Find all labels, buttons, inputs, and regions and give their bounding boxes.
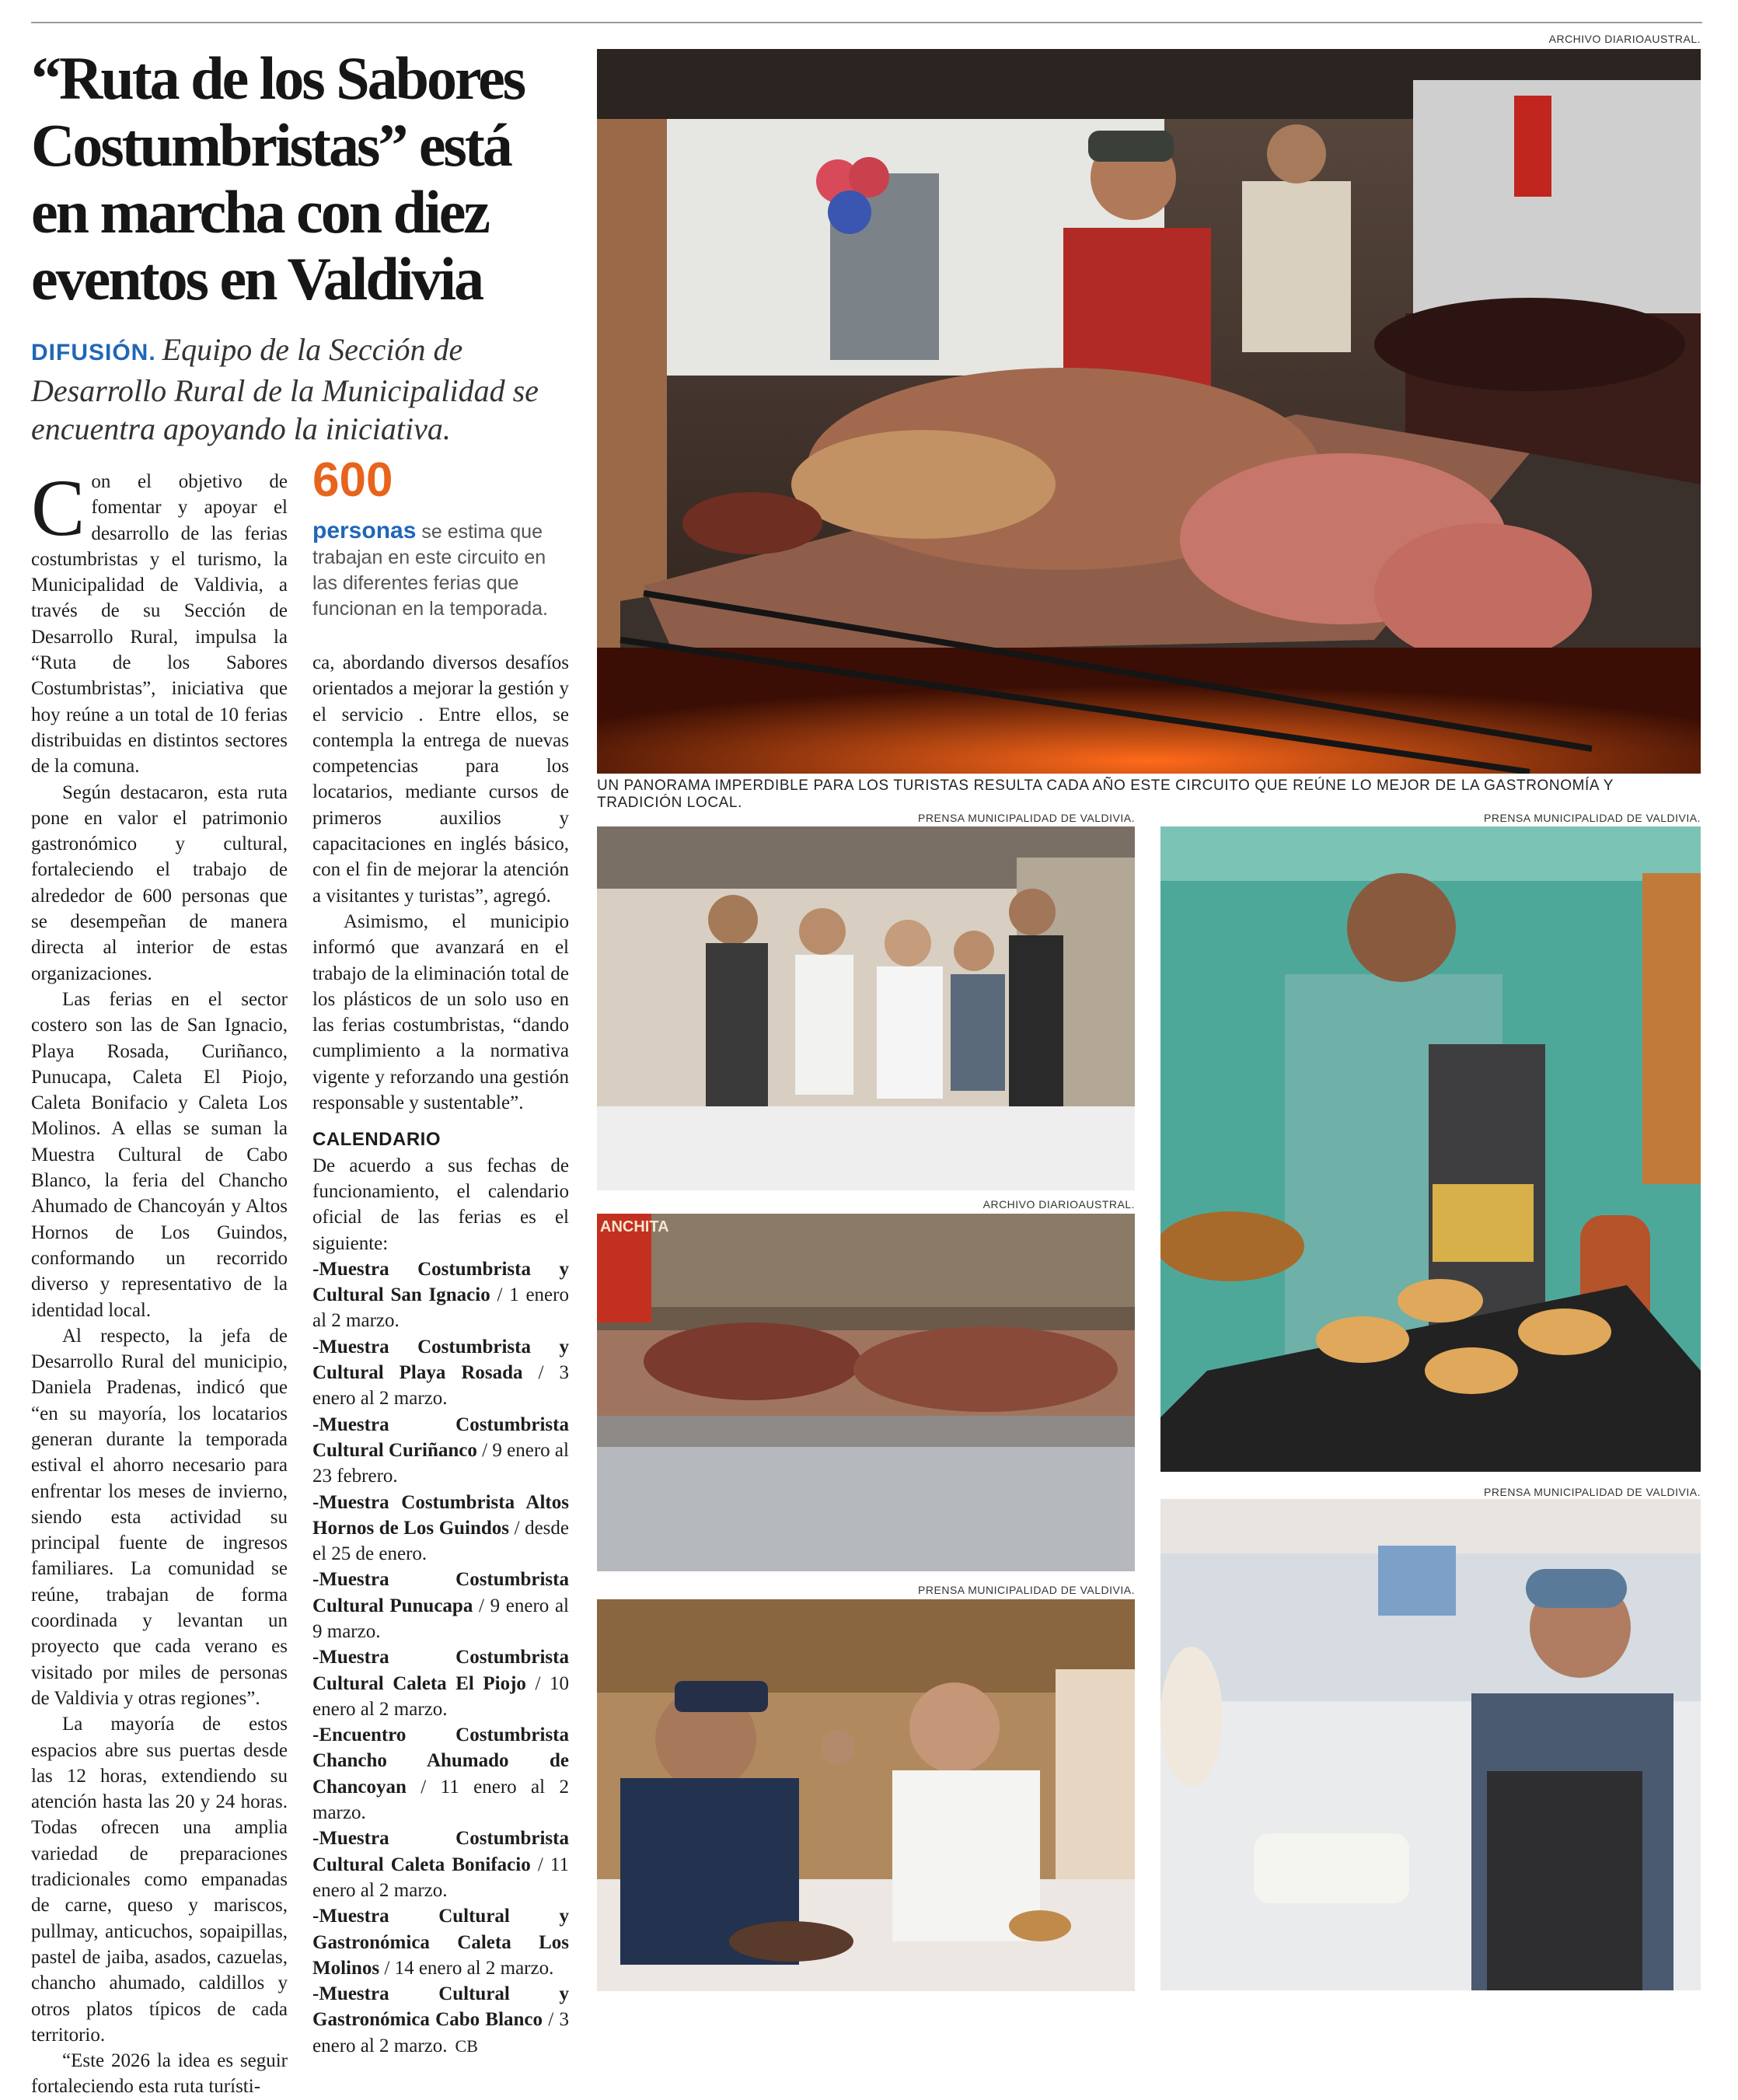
calendar-item [312, 1981, 569, 2059]
calendar-item [312, 1903, 569, 1981]
event-name: -Muestra Cultural y Gastronómica Caleta Los Molinos [312, 1906, 569, 1979]
column-1 [31, 463, 288, 2100]
col1-paragraph: La mayoría de estos espacios abre sus puertas desde las 12 horas, extendiendo su atención hasta las 20 y 24 horas. Todas ofrecen una amplia variedad de preparaciones tradicionales como empanadas de carne, queso y mariscos, pullmay, anticuchos, sopaipillas, pastel de jaiba, asados, cazuelas, chancho ahumado, caldillos y otros platos típicos de cada territorio. [31, 1714, 288, 2046]
event-date: / 10 enero al 2 marzo. [312, 1672, 569, 1720]
group-photo [597, 826, 1135, 1190]
col1-paragraph: Las ferias en el sector costero son las de San Ignacio, Playa Rosada, Curiñanco, Punucapa, Caleta El Piojo, Caleta Bonifacio y Caleta Los Molinos. A ellas se suman la Muestra Cultural de Cabo Blanco, la feria del Chancho Ahumado de Chancoyán y Altos Hornos de Los Guindos, conformando un recorrido diverso y representativo de la identidad local. [31, 988, 288, 1321]
calendar-item [312, 1567, 569, 1644]
calendar-item [312, 1490, 569, 1567]
photo-credit: PRENSA MUNICIPALIDAD DE VALDIVIA. [918, 812, 1135, 824]
lead-text: Equipo de la Sección de Desarrollo Rural de la Municipalidad se encuentra apoyando la iniciativa. [31, 332, 539, 446]
calendar-item [312, 1412, 569, 1490]
event-date: / 9 enero al 23 febrero. [312, 1439, 569, 1487]
col1-paragraph: Al respecto, la jefa de Desarrollo Rural del municipio, Daniela Pradenas, indicó que “en su mayoría, los locatarios generan durante la temporada estival el ahorro necesario para enfrentar los meses de invierno, siendo esta actividad su principal fuente de ingresos familiares. La comunidad se reúne, trabajan de forma coordinada y levantan un proyecto que cada verano es visitado por miles de personas de Valdivia y otras regiones”. [31, 1325, 288, 1709]
dropcap: C [31, 463, 86, 553]
photo-credit: PRENSA MUNICIPALIDAD DE VALDIVIA. [1484, 1486, 1701, 1498]
empanadas-photo [1160, 826, 1701, 1472]
calendar-intro: De acuerdo a sus fechas de funcionamiento, el calendario oficial de las ferias es el siguiente: [312, 1155, 569, 1254]
lead-kicker: DIFUSIÓN. [31, 340, 156, 365]
event-date: / 9 enero al 9 marzo. [312, 1595, 569, 1642]
photo-credit: ARCHIVO DIARIOAUSTRAL. [1548, 33, 1701, 45]
event-name: -Muestra Costumbrista Cultural Punucapa [312, 1569, 569, 1616]
asado-photo [597, 1214, 1135, 1571]
event-name: -Muestra Costumbrista y Cultural San Ignacio [312, 1258, 569, 1306]
event-date: / 11 enero al 2 marzo. [312, 1776, 569, 1824]
stat-description [312, 518, 561, 622]
grill-photo [597, 49, 1701, 774]
col1-paragraph: Según destacaron, esta ruta pone en valor el patrimonio gastronómico y cultural, fortaleciendo el trabajo de alrededor de 600 personas que se desempeñan de manera directa al interior de estas organizaciones. [31, 781, 288, 984]
event-name: -Muestra Costumbrista Cultural Caleta El Piojo [312, 1647, 569, 1694]
event-name: -Muestra Cultural y Gastronómica Cabo Blanco [312, 1983, 569, 2031]
col2-paragraph: ca, abordando diversos desafíos orientados a mejorar la gestión y el servicio . Entre ellos, se contempla la entrega de nuevas competencias para los locatarios, mediante cursos de primeros auxilios y capacitaciones en inglés básico, con el fin de mejorar la atención a visitantes y turistas”, agregó. [312, 652, 569, 907]
stall-sign: ANCHITA [600, 1218, 669, 1235]
stat-strong: personas [312, 518, 417, 543]
headline: “Ruta de los Sabores Costumbristas” está en marcha con diez eventos en Valdivia [31, 44, 525, 313]
event-name: -Muestra Costumbrista Altos Hornos de Los Guindos [312, 1491, 569, 1539]
event-date: / 1 enero al 2 marzo. [312, 1284, 569, 1332]
event-date: / 3 enero al 2 marzo. [312, 2009, 570, 2056]
photo-credit: PRENSA MUNICIPALIDAD DE VALDIVIA. [918, 1584, 1135, 1596]
event-date: / 3 enero al 2 marzo. [312, 1362, 569, 1410]
event-name: -Muestra Costumbrista Cultural Caleta Bonifacio [312, 1828, 569, 1875]
calendar-item [312, 1826, 569, 1903]
event-date: / 11 enero al 2 marzo. [312, 1854, 569, 1901]
calendar-item [312, 1644, 569, 1722]
column-2 [312, 650, 569, 2059]
lead-paragraph [31, 330, 575, 448]
event-name: -Muestra Costumbrista Cultural Curiñanco [312, 1413, 569, 1461]
diners-photo [597, 1599, 1135, 1991]
calendar-item [312, 1256, 569, 1334]
calendar-heading: CALENDARIO [312, 1129, 441, 1151]
cook-photo [1160, 1499, 1701, 1990]
end-mark: CB [455, 2035, 478, 2056]
calendar-list [312, 1256, 569, 2059]
photo-caption: UN PANORAMA IMPERDIBLE PARA LOS TURISTAS RESULTA CADA AÑO ESTE CIRCUITO QUE REÚNE LO MEJOR DE LA GASTRONOMÍA Y TRADICIÓN LOCAL. [597, 777, 1614, 811]
calendar-item [312, 1334, 569, 1412]
col1-paragraph: on el objetivo de fomentar y apoyar el desarrollo de las ferias costumbristas y el turismo, la Municipalidad de Valdivia, a través de su Sección de Desarrollo Rural, impulsa la “Ruta de los Sabores Costumbristas”, iniciativa que hoy reúne a un total de 10 ferias distribuidas en distintos sectores de la comuna. [31, 471, 288, 777]
event-name: -Muestra Costumbrista y Cultural Playa Rosada [312, 1336, 569, 1384]
photo-credit: ARCHIVO DIARIOAUSTRAL. [982, 1198, 1135, 1211]
photo-credit: PRENSA MUNICIPALIDAD DE VALDIVIA. [1484, 812, 1701, 824]
event-name: -Encuentro Costumbrista Chancho Ahumado de Chancoyan [312, 1724, 569, 1798]
stat-text: se estima que trabajan en este circuito en las diferentes ferias que funcionan en la temporada. [312, 521, 548, 620]
col1-paragraph: “Este 2026 la idea es seguir fortaleciendo esta ruta turísti- [31, 2050, 288, 2098]
stat-number: 600 [312, 453, 393, 507]
calendar-item [312, 1722, 569, 1826]
col2-paragraph: Asimismo, el municipio informó que avanzará en el trabajo de la eliminación total de los plásticos de un solo uso en las ferias costumbristas, “dando cumplimiento a la normativa vigente y reforzando una gestión responsable y sustentable”. [312, 910, 569, 1114]
event-date: / desde el 25 de enero. [312, 1517, 569, 1565]
top-rule [31, 22, 1702, 23]
event-date: / 14 enero al 2 marzo. [379, 1957, 554, 1979]
